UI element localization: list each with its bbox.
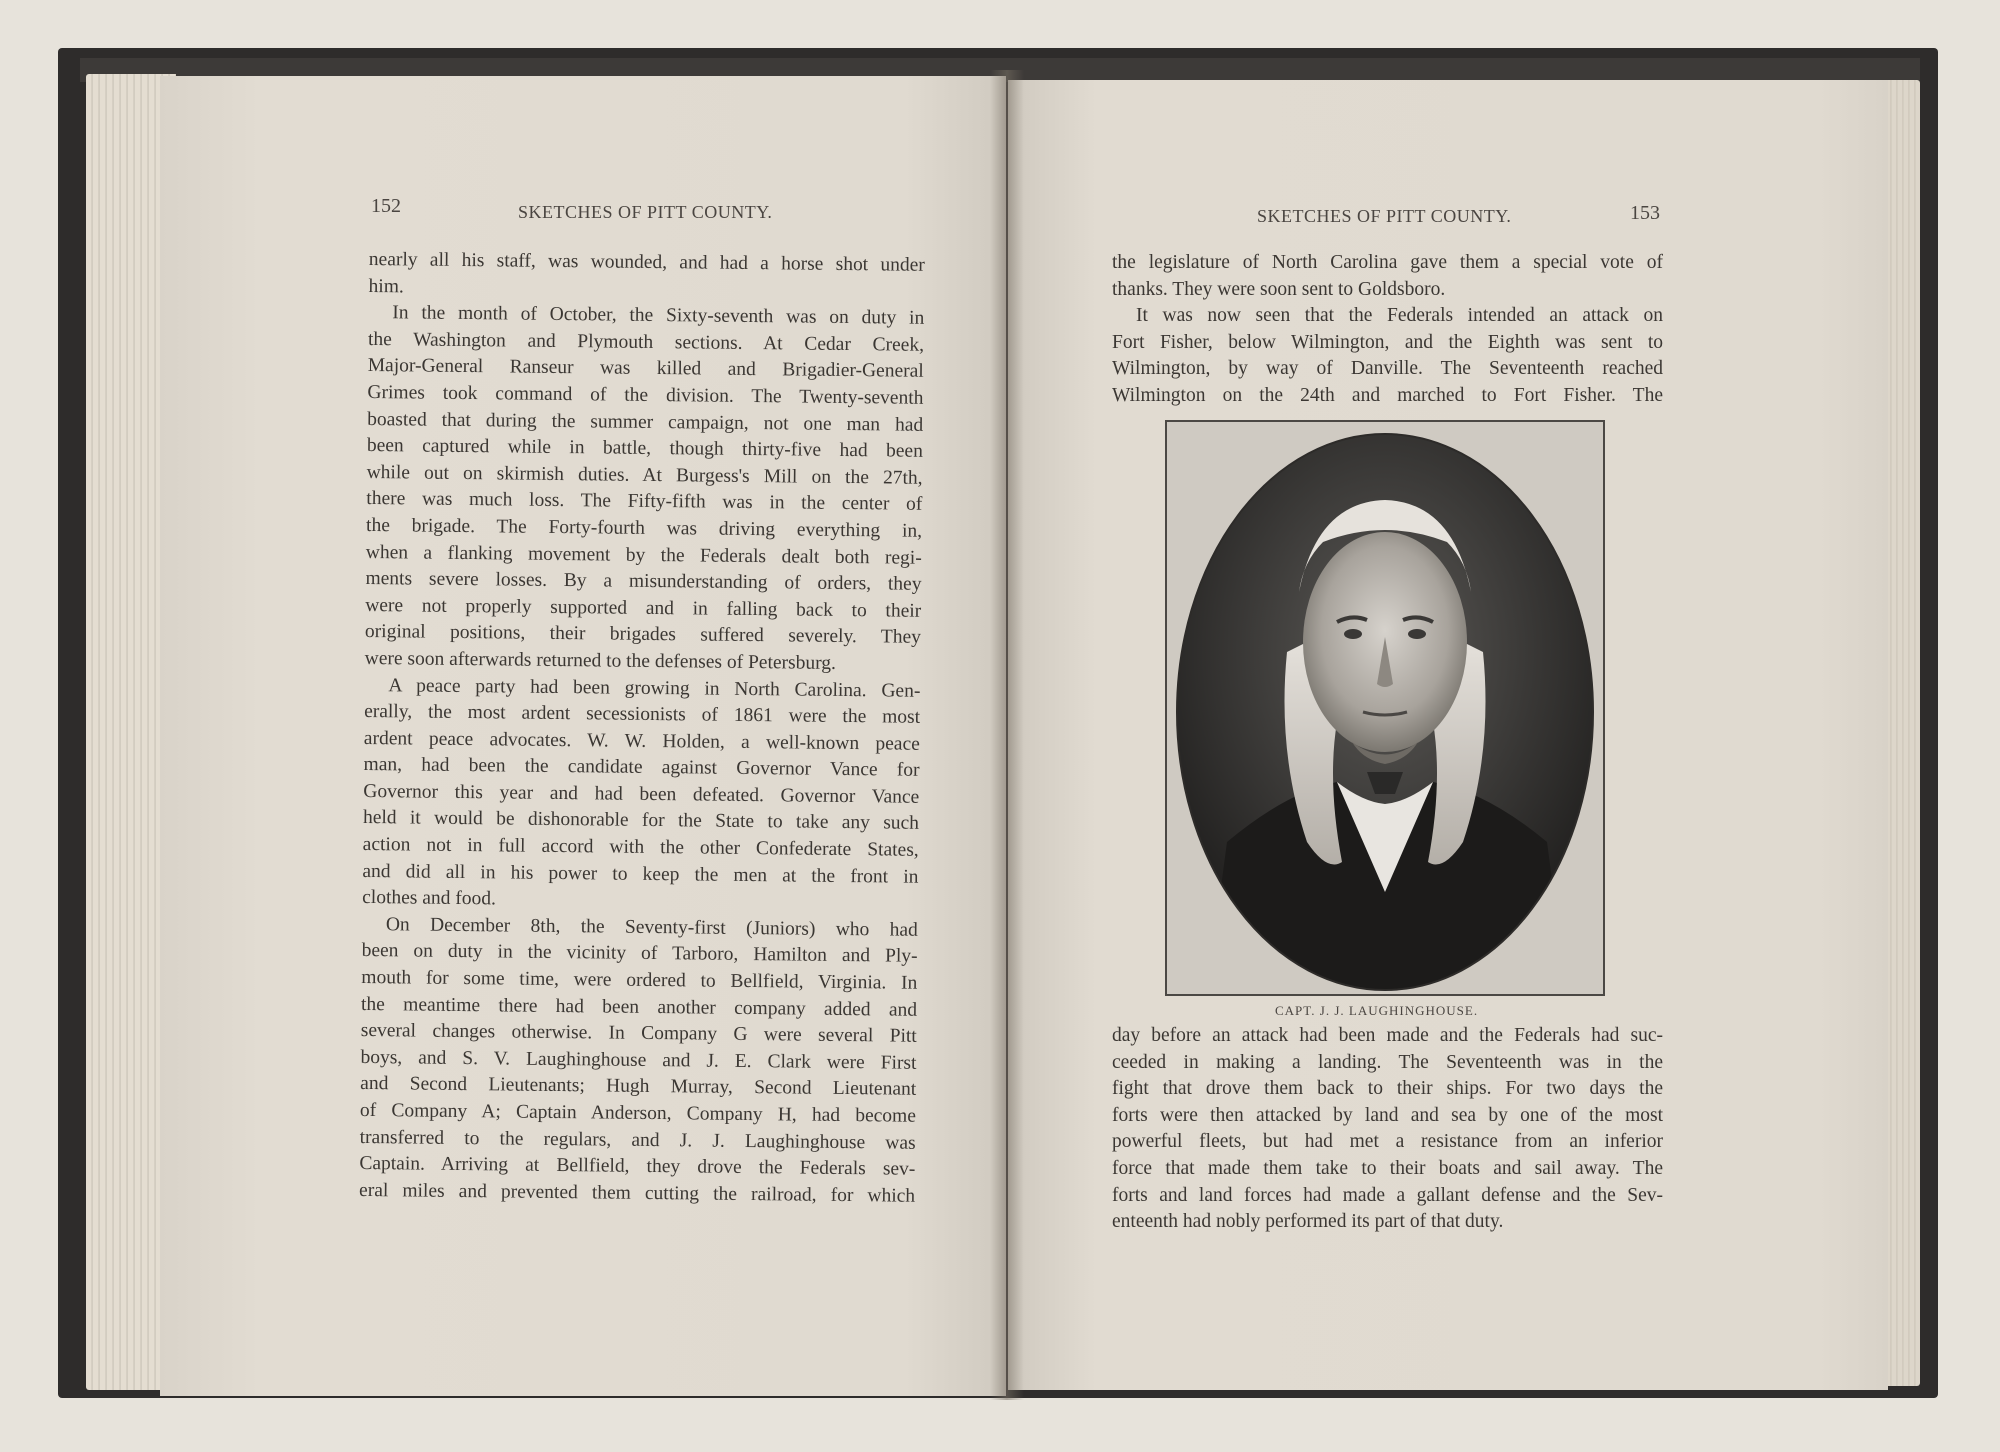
text-line: several changes otherwise. In Company G were several Pitt — [360, 1020, 917, 1047]
text-line: ments severe losses. By a misunderstanding of orders, they — [365, 568, 922, 595]
text-line: were soon afterwards returned to the defenses of Petersburg. — [364, 647, 837, 674]
right-running-head: SKETCHES OF PITT COUNTY. — [1257, 206, 1512, 226]
text-line: nearly all his staff, was wounded, and had a horse shot under — [368, 248, 925, 276]
text-line: him. — [368, 275, 404, 297]
text-line: original positions, their brigades suffered severely. They — [364, 621, 922, 649]
portrait-illustration — [1167, 422, 1603, 994]
text-line: On December 8th, the Seventy-first (Juniors) who had — [385, 914, 918, 941]
left-running-head: SKETCHES OF PITT COUNTY. — [518, 202, 773, 222]
text-line: the Washington and Plymouth sections. At Cedar Creek, — [367, 328, 925, 356]
left-page-body — [359, 247, 925, 1210]
text-line: Captain. Arriving at Bellfield, they drove the Federals sev- — [359, 1153, 916, 1180]
portrait-caption: CAPT. J. J. LAUGHINGHOUSE. — [1275, 1003, 1479, 1018]
text-line: Wilmington, by way of Danville. The Seventeenth reached — [1112, 358, 1663, 380]
text-line: fight that drove them back to their ships. For two days the — [1112, 1078, 1663, 1100]
right-page-body-top — [1112, 250, 1663, 410]
text-line: force that made them take to their boats and sail away. The — [1112, 1157, 1663, 1179]
text-line: eral miles and prevented them cutting the railroad, for which — [359, 1179, 916, 1207]
text-line: ardent peace advocates. W. W. Holden, a well-known peace — [363, 727, 920, 755]
text-line: ceeded in making a landing. The Seventeenth was in the — [1112, 1051, 1663, 1073]
text-line: Wilmington on the 24th and marched to Fort Fisher. The — [1112, 384, 1663, 406]
right-page-number: 153 — [1630, 202, 1660, 224]
text-line: enteenth had nobly performed its part of that duty. — [1112, 1211, 1504, 1233]
book-gutter — [990, 70, 1024, 1400]
text-line: forts were then attacked by land and sea by one of the most — [1112, 1104, 1663, 1126]
text-line: man, had been the candidate against Governor Vance for — [363, 754, 920, 782]
text-line: Fort Fisher, below Wilmington, and the Eighth was sent to — [1112, 331, 1663, 353]
text-line: held it would be dishonorable for the State to take any such — [362, 807, 920, 835]
text-line: of Company A; Captain Anderson, Company H, had become — [359, 1099, 917, 1127]
portrait-image — [1165, 420, 1605, 996]
text-line: transferred to the regulars, and J. J. Laughinghouse was — [359, 1126, 916, 1154]
text-line: been captured while in battle, though thirty-five had been — [366, 435, 923, 462]
text-line: were not properly supported and in falling back to their — [365, 594, 922, 622]
text-line: forts and land forces had made a gallant defense and the Sev- — [1112, 1184, 1663, 1206]
text-line: A peace party had been growing in North Carolina. Gen- — [388, 674, 921, 702]
text-line: Governor this year and had been defeated. Governor Vance — [363, 780, 920, 808]
text-line: thanks. They were soon sent to Goldsboro. — [1112, 278, 1446, 300]
text-line: been on duty in the vicinity of Tarboro, Hamilton and Ply- — [361, 940, 918, 968]
left-page-number: 152 — [371, 195, 401, 217]
text-line: day before an attack had been made and the Federals had suc- — [1112, 1025, 1663, 1046]
text-line: and did all in his power to keep the men at the front in — [362, 860, 919, 888]
text-line: It was now seen that the Federals intended an attack on — [1136, 305, 1663, 327]
text-line: and Second Lieutenants; Hugh Murray, Second Lieutenant — [360, 1073, 917, 1101]
text-line: the meantime there had been another company added and — [360, 993, 918, 1021]
text-line: In the month of October, the Sixty-seventh was on duty in — [392, 302, 925, 330]
text-line: action not in full accord with the other Confederate States, — [362, 834, 919, 861]
text-line: erally, the most ardent secessionists of 1861 were the most — [364, 701, 921, 728]
text-line: the legislature of North Carolina gave them a special vote of — [1112, 252, 1663, 273]
text-line: while out on skirmish duties. At Burgess's Mill on the 27th, — [366, 461, 923, 489]
text-line: powerful fleets, but had met a resistance from an inferior — [1112, 1131, 1663, 1153]
text-line: Grimes took command of the division. The Twenty-seventh — [367, 381, 924, 409]
text-line: Major-General Ranseur was killed and Brigadier-General — [367, 355, 924, 383]
text-line: boasted that during the summer campaign, not one man had — [367, 408, 924, 436]
text-line: there was much loss. The Fifty-fifth was in the center of — [366, 488, 923, 516]
text-line: the brigade. The Forty-fourth was driving everything in, — [365, 514, 923, 542]
right-page-body-bottom — [1112, 1023, 1663, 1236]
text-line: boys, and S. V. Laughinghouse and J. E. Clark were First — [360, 1046, 917, 1074]
text-line: when a flanking movement by the Federals dealt both regi- — [365, 541, 922, 569]
text-line: clothes and food. — [362, 887, 497, 910]
text-line: mouth for some time, were ordered to Bellfield, Virginia. In — [361, 966, 918, 994]
